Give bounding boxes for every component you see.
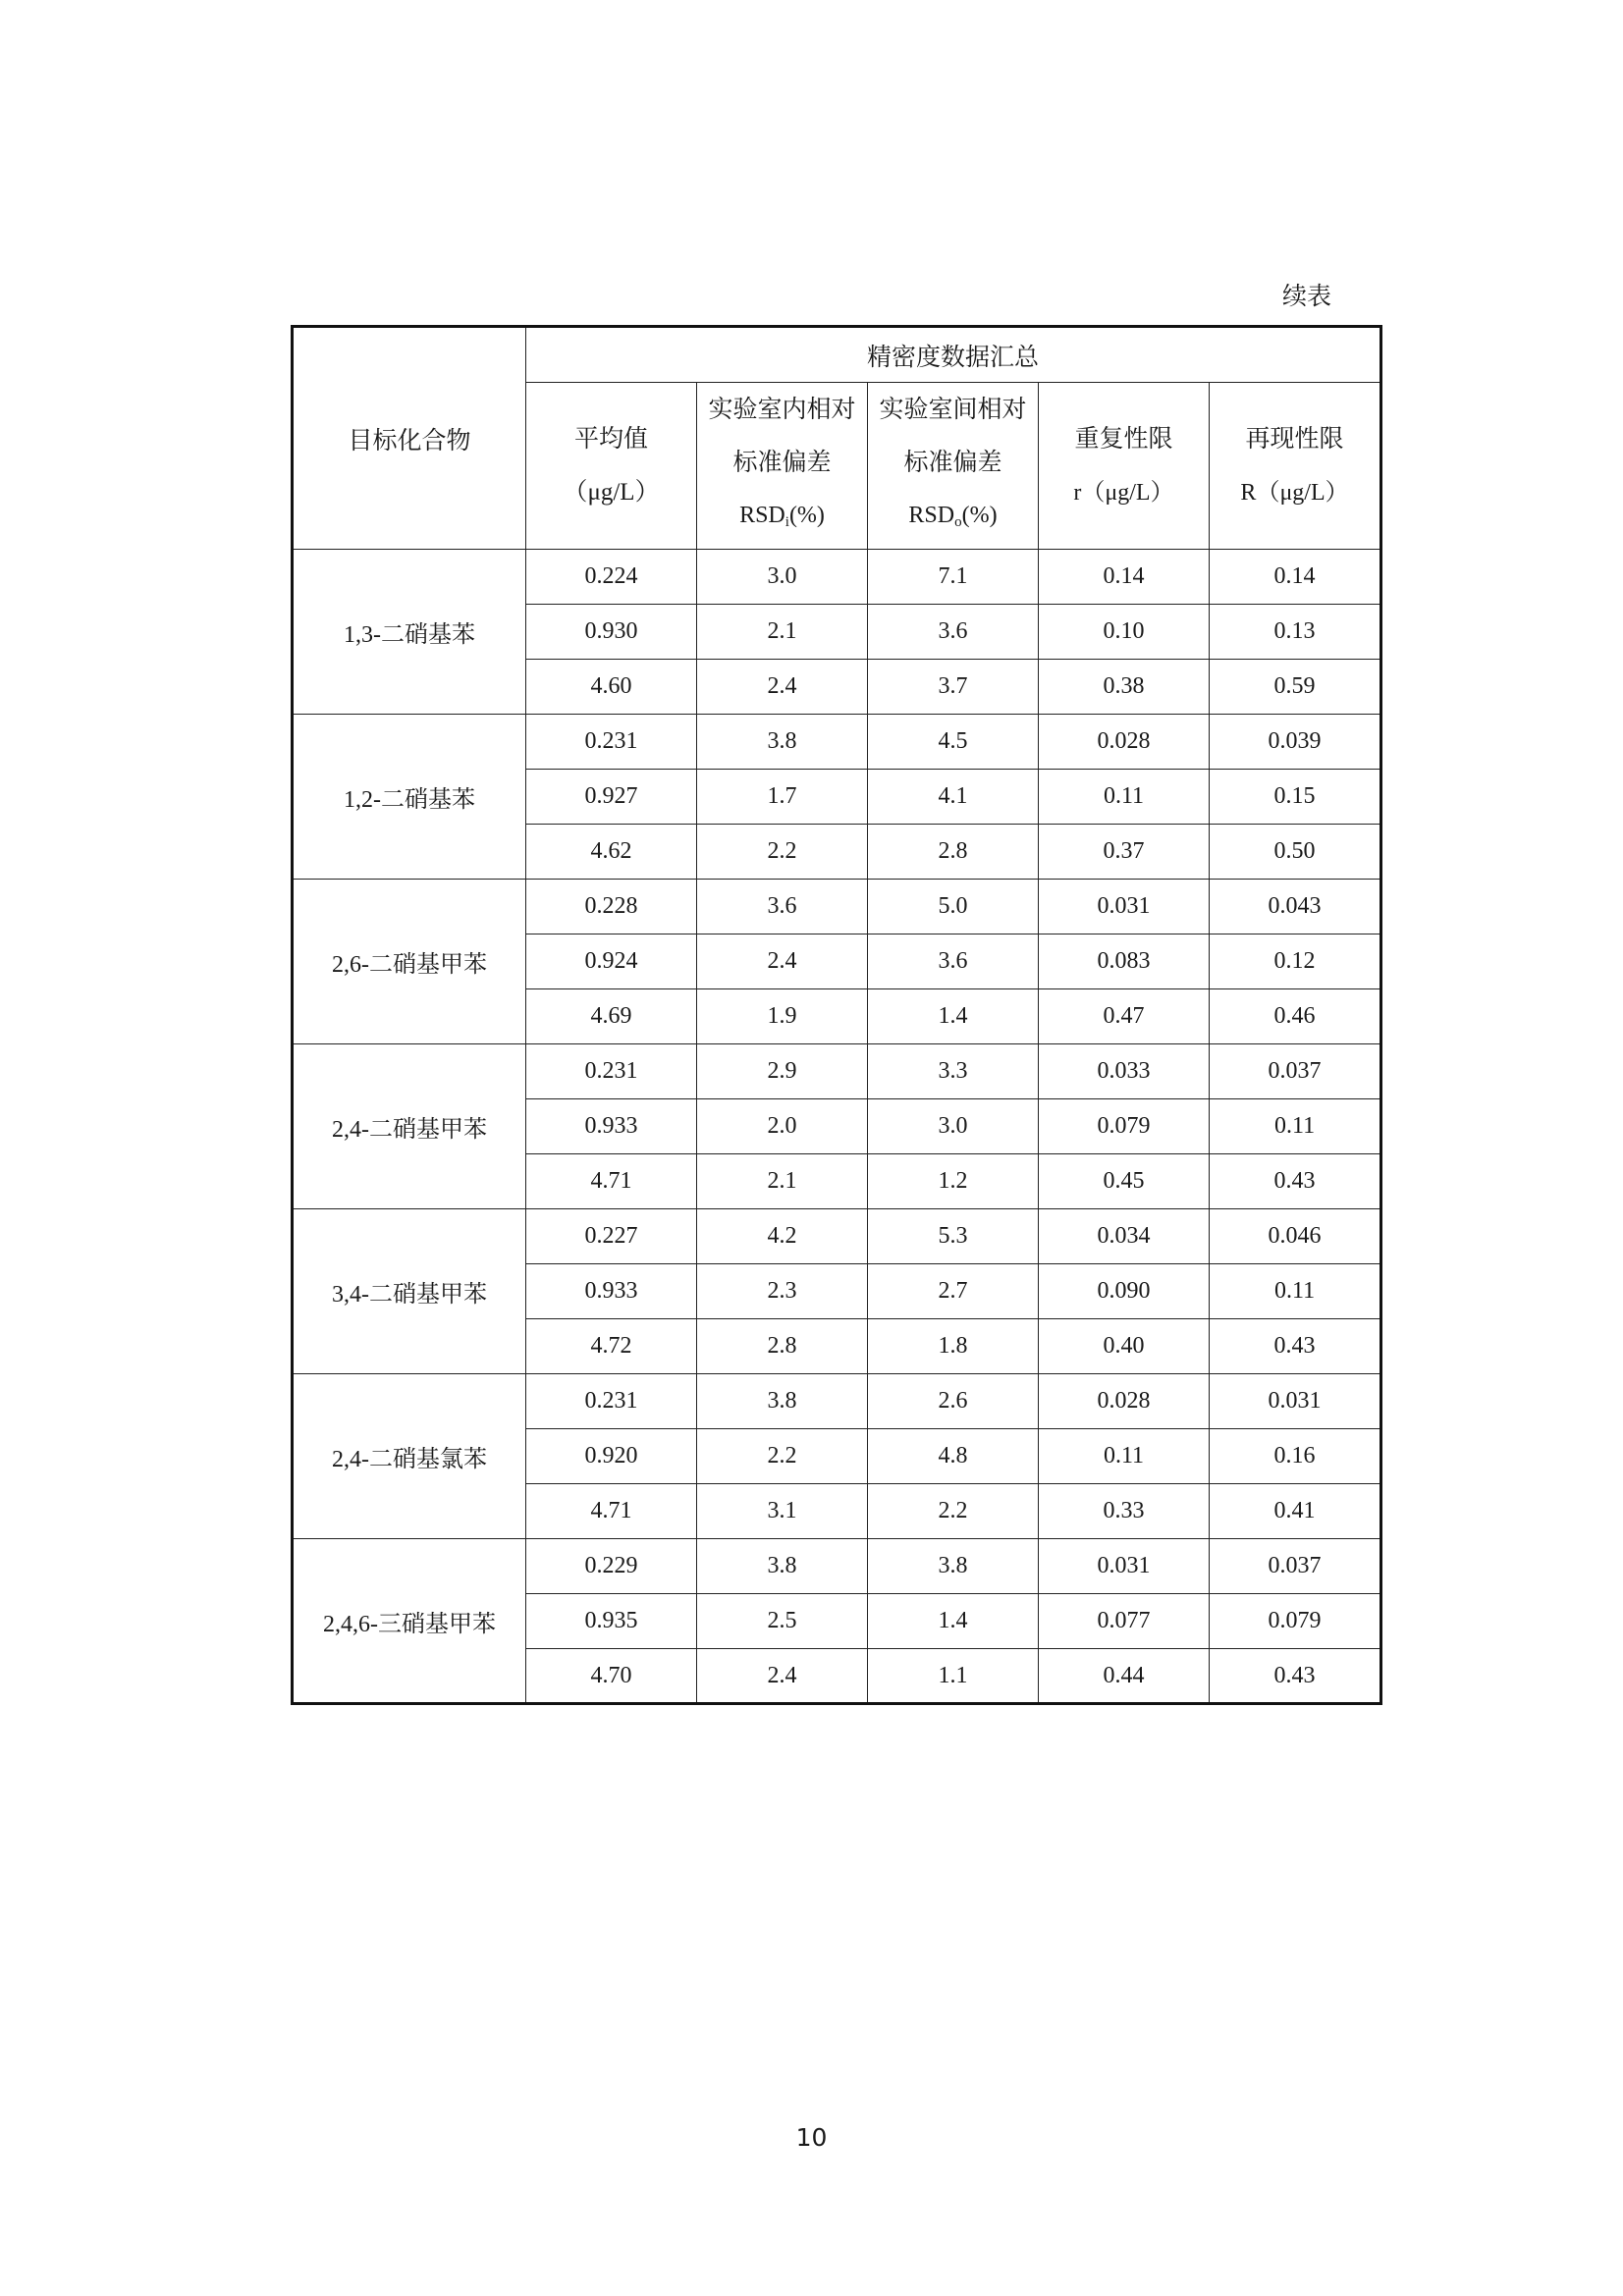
value-cell: 3.0 <box>868 1099 1039 1154</box>
value-cell: 0.11 <box>1210 1264 1381 1319</box>
table-row <box>293 880 1381 934</box>
value-cell: 0.043 <box>1210 880 1381 934</box>
table-row <box>293 1374 1381 1429</box>
reproducibility-header-label: 再现性限 <box>1245 424 1344 453</box>
reproducibility-column-header <box>1210 383 1381 550</box>
value-cell: 2.1 <box>697 1154 868 1209</box>
value-cell: 2.4 <box>697 934 868 989</box>
header-row-group <box>293 327 1381 383</box>
value-cell: 2.3 <box>697 1264 868 1319</box>
value-cell: 2.0 <box>697 1099 868 1154</box>
value-cell: 0.229 <box>526 1539 697 1594</box>
value-cell: 0.231 <box>526 1374 697 1429</box>
value-cell: 0.935 <box>526 1594 697 1649</box>
value-cell: 0.13 <box>1210 605 1381 660</box>
value-cell: 4.2 <box>697 1209 868 1264</box>
value-cell: 0.037 <box>1210 1044 1381 1099</box>
value-cell: 0.083 <box>1039 934 1210 989</box>
value-cell: 0.090 <box>1039 1264 1210 1319</box>
mean-header-label: 平均值 <box>573 424 648 453</box>
compound-name-cell: 3,4-二硝基甲苯 <box>293 1209 526 1374</box>
value-cell: 1.4 <box>868 1594 1039 1649</box>
value-cell: 5.3 <box>868 1209 1039 1264</box>
value-cell: 3.1 <box>697 1484 868 1539</box>
value-cell: 0.079 <box>1039 1099 1210 1154</box>
compound-name-cell: 2,6-二硝基甲苯 <box>293 880 526 1044</box>
value-cell: 0.028 <box>1039 715 1210 770</box>
value-cell: 1.9 <box>697 989 868 1044</box>
value-cell: 2.2 <box>697 825 868 880</box>
value-cell: 3.8 <box>697 1374 868 1429</box>
value-cell: 0.41 <box>1210 1484 1381 1539</box>
value-cell: 3.3 <box>868 1044 1039 1099</box>
value-cell: 0.224 <box>526 550 697 605</box>
value-cell: 2.8 <box>697 1319 868 1374</box>
value-cell: 0.47 <box>1039 989 1210 1044</box>
compound-name-cell: 1,2-二硝基苯 <box>293 715 526 880</box>
value-cell: 7.1 <box>868 550 1039 605</box>
mean-column-header <box>526 383 697 550</box>
precision-group-header: 精密度数据汇总 <box>526 327 1381 383</box>
value-cell: 0.16 <box>1210 1429 1381 1484</box>
precision-table <box>291 325 1382 1705</box>
value-cell: 0.44 <box>1039 1649 1210 1704</box>
value-cell: 0.45 <box>1039 1154 1210 1209</box>
rsd-inter-header-symbol: $RSD_o(\%)$ <box>908 503 998 530</box>
value-cell: 3.8 <box>868 1539 1039 1594</box>
reproducibility-header-unit: R（μg/L） <box>1240 478 1349 506</box>
value-cell: 2.8 <box>868 825 1039 880</box>
value-cell: 0.15 <box>1210 770 1381 825</box>
value-cell: 2.2 <box>868 1484 1039 1539</box>
value-cell: 4.71 <box>526 1484 697 1539</box>
value-cell: 0.231 <box>526 715 697 770</box>
mean-header-unit: （μg/L） <box>563 477 660 506</box>
table-row <box>293 1209 1381 1264</box>
value-cell: 2.4 <box>697 1649 868 1704</box>
value-cell: 1.1 <box>868 1649 1039 1704</box>
value-cell: 1.8 <box>868 1319 1039 1374</box>
table-row <box>293 1539 1381 1594</box>
value-cell: 3.7 <box>868 660 1039 715</box>
value-cell: 4.70 <box>526 1649 697 1704</box>
value-cell: 0.037 <box>1210 1539 1381 1594</box>
compound-name-cell: 2,4-二硝基氯苯 <box>293 1374 526 1539</box>
value-cell: 0.028 <box>1039 1374 1210 1429</box>
value-cell: 0.59 <box>1210 660 1381 715</box>
rsd-intra-header-line2: 标准偏差 <box>732 448 832 476</box>
value-cell: 3.0 <box>697 550 868 605</box>
rsd-intra-header-symbol: $RSD_i(\%)$ <box>739 503 825 530</box>
table-row <box>293 1044 1381 1099</box>
repeatability-header-unit: r（μg/L） <box>1073 478 1174 506</box>
value-cell: 3.6 <box>868 934 1039 989</box>
value-cell: 0.933 <box>526 1264 697 1319</box>
value-cell: 0.14 <box>1039 550 1210 605</box>
value-cell: 5.0 <box>868 880 1039 934</box>
value-cell: 0.43 <box>1210 1154 1381 1209</box>
table-row <box>293 715 1381 770</box>
value-cell: 0.031 <box>1039 1539 1210 1594</box>
value-cell: 4.8 <box>868 1429 1039 1484</box>
rsd-inter-header-line1: 实验室间相对 <box>879 395 1027 423</box>
value-cell: 4.72 <box>526 1319 697 1374</box>
value-cell: 0.43 <box>1210 1319 1381 1374</box>
value-cell: 2.2 <box>697 1429 868 1484</box>
value-cell: 0.034 <box>1039 1209 1210 1264</box>
value-cell: 0.031 <box>1210 1374 1381 1429</box>
value-cell: 0.231 <box>526 1044 697 1099</box>
value-cell: 0.10 <box>1039 605 1210 660</box>
repeatability-header-label: 重复性限 <box>1074 424 1173 453</box>
continued-label: 续表 <box>1281 282 1331 310</box>
value-cell: 0.228 <box>526 880 697 934</box>
compound-name-cell: 1,3-二硝基苯 <box>293 550 526 715</box>
value-cell: 0.930 <box>526 605 697 660</box>
value-cell: 1.7 <box>697 770 868 825</box>
value-cell: 2.1 <box>697 605 868 660</box>
value-cell: 0.933 <box>526 1099 697 1154</box>
value-cell: 0.40 <box>1039 1319 1210 1374</box>
page-number: 10 <box>795 2123 828 2152</box>
value-cell: 0.14 <box>1210 550 1381 605</box>
value-cell: 3.6 <box>697 880 868 934</box>
value-cell: 4.1 <box>868 770 1039 825</box>
value-cell: 0.077 <box>1039 1594 1210 1649</box>
value-cell: 2.7 <box>868 1264 1039 1319</box>
value-cell: 4.69 <box>526 989 697 1044</box>
value-cell: 4.60 <box>526 660 697 715</box>
value-cell: 3.6 <box>868 605 1039 660</box>
value-cell: 0.924 <box>526 934 697 989</box>
value-cell: 0.11 <box>1039 770 1210 825</box>
repeatability-column-header <box>1039 383 1210 550</box>
value-cell: 0.33 <box>1039 1484 1210 1539</box>
value-cell: 0.12 <box>1210 934 1381 989</box>
rsd-inter-column-header <box>868 383 1039 550</box>
value-cell: 4.5 <box>868 715 1039 770</box>
value-cell: 0.227 <box>526 1209 697 1264</box>
table-body <box>293 550 1381 1704</box>
compound-name-cell: 2,4,6-三硝基甲苯 <box>293 1539 526 1704</box>
value-cell: 0.50 <box>1210 825 1381 880</box>
value-cell: 0.46 <box>1210 989 1381 1044</box>
value-cell: 0.920 <box>526 1429 697 1484</box>
value-cell: 0.031 <box>1039 880 1210 934</box>
value-cell: 1.2 <box>868 1154 1039 1209</box>
value-cell: 0.11 <box>1210 1099 1381 1154</box>
value-cell: 0.079 <box>1210 1594 1381 1649</box>
value-cell: 0.43 <box>1210 1649 1381 1704</box>
value-cell: 0.38 <box>1039 660 1210 715</box>
rsd-inter-header-line2: 标准偏差 <box>903 448 1002 476</box>
value-cell: 0.046 <box>1210 1209 1381 1264</box>
compound-name-cell: 2,4-二硝基甲苯 <box>293 1044 526 1209</box>
value-cell: 2.9 <box>697 1044 868 1099</box>
value-cell: 3.8 <box>697 715 868 770</box>
value-cell: 0.927 <box>526 770 697 825</box>
value-cell: 0.37 <box>1039 825 1210 880</box>
value-cell: 3.8 <box>697 1539 868 1594</box>
value-cell: 0.033 <box>1039 1044 1210 1099</box>
value-cell: 1.4 <box>868 989 1039 1044</box>
value-cell: 0.11 <box>1039 1429 1210 1484</box>
value-cell: 2.4 <box>697 660 868 715</box>
rsd-intra-header-line1: 实验室内相对 <box>708 395 856 423</box>
rsd-intra-column-header <box>697 383 868 550</box>
value-cell: 4.71 <box>526 1154 697 1209</box>
compound-column-header: 目标化合物 <box>293 327 526 550</box>
value-cell: 2.5 <box>697 1594 868 1649</box>
value-cell: 0.039 <box>1210 715 1381 770</box>
value-cell: 4.62 <box>526 825 697 880</box>
value-cell: 2.6 <box>868 1374 1039 1429</box>
table-row <box>293 550 1381 605</box>
